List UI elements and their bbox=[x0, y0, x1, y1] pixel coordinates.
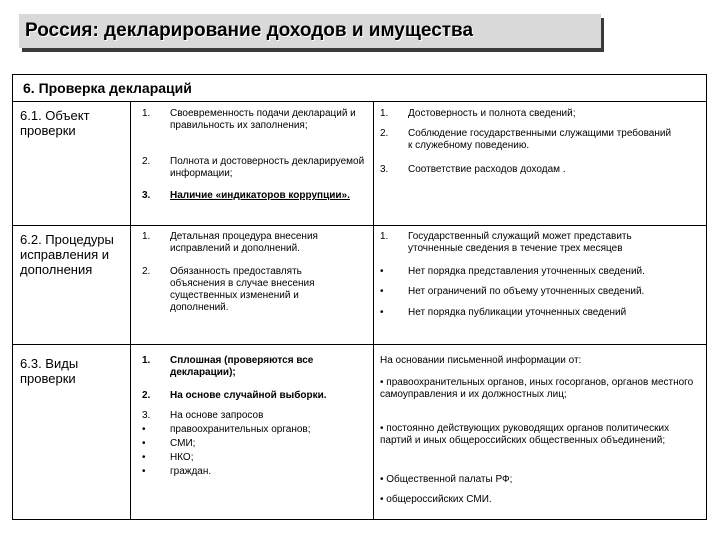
item-text: Нет порядка публикации уточненных сведений bbox=[408, 307, 627, 318]
item-text: Сплошная (проверяются все декларации); bbox=[170, 355, 314, 378]
item-text: Нет порядка представления уточненных сведений. bbox=[408, 266, 645, 277]
item-text: • Общественной палаты РФ; bbox=[380, 474, 513, 485]
item-text: • правоохранительных органов, иных госорганов, органов местного самоуправления и их должностных лиц; bbox=[380, 377, 694, 400]
item-text: СМИ; bbox=[170, 438, 196, 449]
declaration-check-table bbox=[12, 74, 707, 520]
bullet-marker: • bbox=[142, 452, 146, 463]
bullet-marker: • bbox=[142, 438, 146, 449]
item-text: На основе запросов bbox=[170, 410, 264, 421]
item-marker: 1. bbox=[142, 355, 151, 366]
section-label-procedures: 6.2. Процедуры исправления и дополнения bbox=[20, 232, 114, 277]
item-marker: 1. bbox=[142, 108, 151, 119]
item-text: На основе случайной выборки. bbox=[170, 390, 327, 401]
item-text: Государственный служащий может представить уточненные сведения в течение трех месяцев bbox=[408, 231, 632, 254]
item-marker: 2. bbox=[142, 266, 151, 277]
slide-title: Россия: декларирование доходов и имущества bbox=[25, 20, 474, 41]
item-text: Детальная процедура внесения исправлений и дополнений. bbox=[170, 231, 318, 254]
column-divider-2 bbox=[373, 102, 374, 519]
item-text: • общероссийских СМИ. bbox=[380, 494, 492, 505]
table-header: 6. Проверка деклараций bbox=[13, 75, 706, 102]
item-text: Своевременность подачи деклараций и правильность их заполнения; bbox=[170, 108, 356, 131]
bullet-marker: • bbox=[142, 424, 146, 435]
bullet-marker: • bbox=[380, 286, 384, 297]
bullet-marker: • bbox=[380, 266, 384, 277]
item-text: Нет ограничений по объему уточненных сведений. bbox=[408, 286, 645, 297]
item-text: граждан. bbox=[170, 466, 212, 477]
bullet-marker: • bbox=[380, 307, 384, 318]
item-text: На основании письменной информации от: bbox=[380, 355, 582, 366]
section-label-object: 6.1. Объект проверки bbox=[20, 108, 90, 138]
item-text: Полнота и достоверность декларируемой информации; bbox=[170, 156, 365, 179]
row-divider-2 bbox=[13, 344, 706, 345]
slide-title-bar bbox=[19, 14, 601, 48]
item-marker: 3. bbox=[380, 164, 389, 175]
item-text: • постоянно действующих руководящих органов политических партий и иных общероссийских общественных объединений; bbox=[380, 423, 670, 446]
item-text: Соответствие расходов доходам . bbox=[408, 164, 566, 175]
item-text: Достоверность и полнота сведений; bbox=[408, 108, 576, 119]
item-marker: 3. bbox=[142, 190, 151, 201]
item-marker: 1. bbox=[380, 108, 389, 119]
item-text: Наличие «индикаторов коррупции». bbox=[170, 190, 350, 201]
section-label-types: 6.3. Виды проверки bbox=[20, 356, 79, 386]
item-marker: 1. bbox=[380, 231, 389, 242]
item-marker: 2. bbox=[142, 390, 151, 401]
column-divider-1 bbox=[130, 102, 131, 519]
item-text: НКО; bbox=[170, 452, 194, 463]
item-marker: 3. bbox=[142, 410, 151, 421]
item-text: правоохранительных органов; bbox=[170, 424, 311, 435]
item-marker: 1. bbox=[142, 231, 151, 242]
item-text: Обязанность предоставлять объяснения в случае внесения существенных изменений и дополнений. bbox=[170, 266, 315, 313]
item-text: Соблюдение государственными служащими требований к служебному поведению. bbox=[408, 128, 672, 151]
item-marker: 2. bbox=[142, 156, 151, 167]
item-marker: 2. bbox=[380, 128, 389, 139]
row-divider-1 bbox=[13, 225, 706, 226]
bullet-marker: • bbox=[142, 466, 146, 477]
